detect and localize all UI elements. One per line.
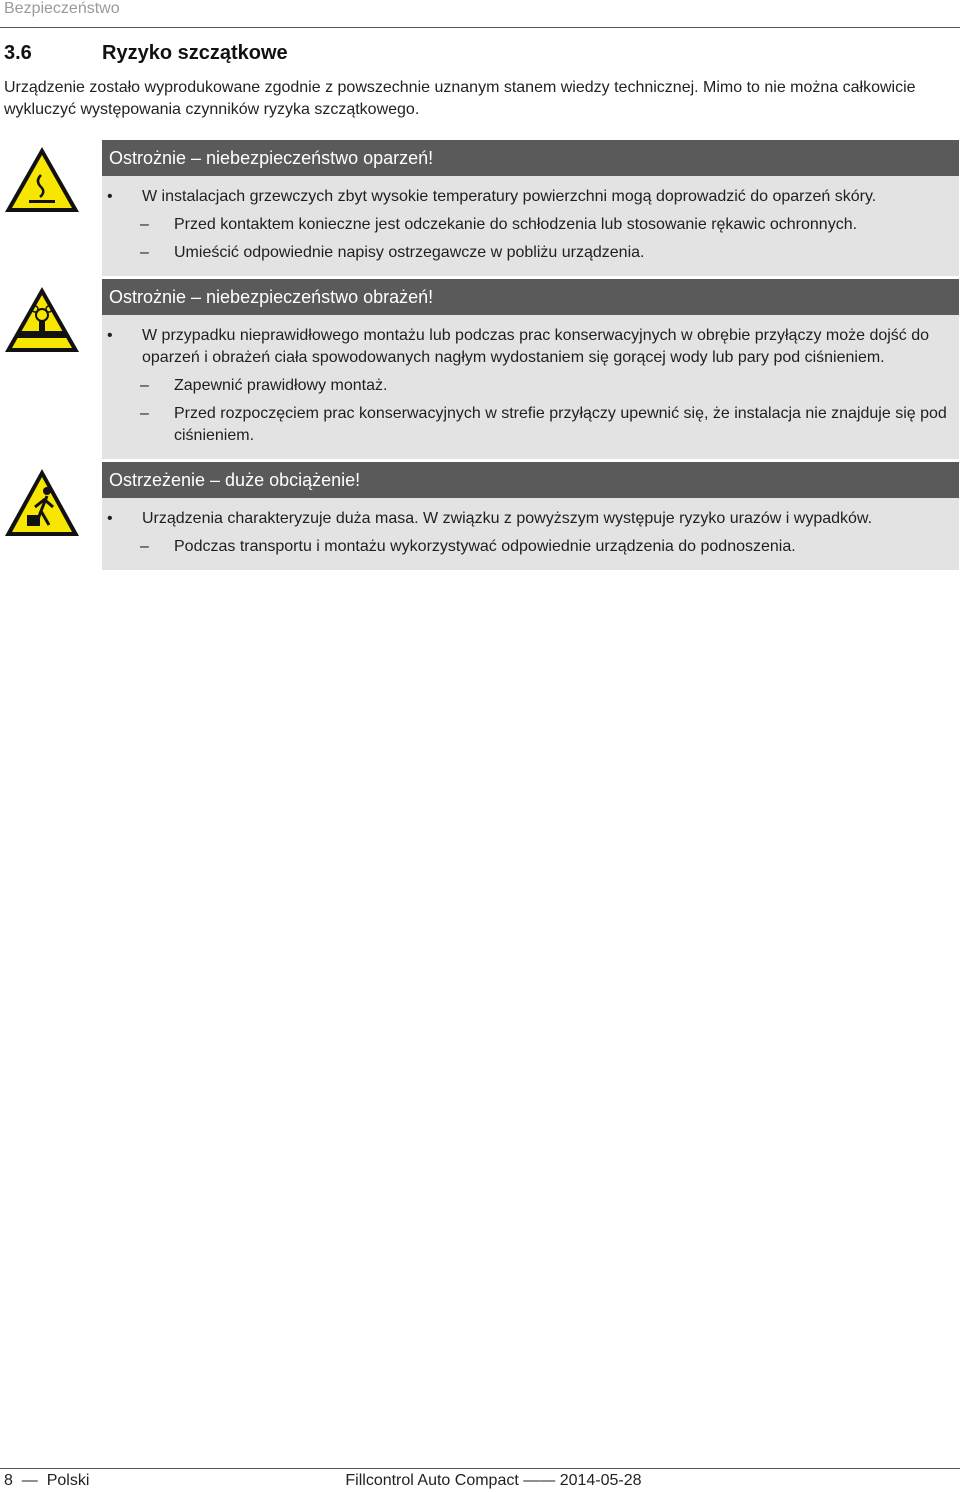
running-head: Bezpieczeństwo [4, 0, 120, 17]
warning-title: Ostrożnie – niebezpieczeństwo oparzeń! [102, 140, 959, 176]
warning-body [102, 498, 959, 570]
warning-title: Ostrzeżenie – duże obciążenie! [102, 462, 959, 498]
pressurized-pipe-icon [3, 285, 81, 355]
warning-title: Ostrożnie – niebezpieczeństwo obrażeń! [102, 279, 959, 315]
list-item: – Zapewnić prawidłowy montaż. [140, 377, 388, 394]
footer-language: Polski [46, 1472, 90, 1489]
heavy-load-icon [3, 467, 81, 539]
footer-rule [0, 1468, 960, 1469]
list-item: • W przypadku nieprawidłowego montażu lub podczas prac konserwacyjnych w obrębie przyłączy może dojść do oparzeń i obrażeń ciała spowodowanych nagłym wydostaniem się gorącej wody lub pary pod ciśnieniem. [107, 327, 930, 366]
list-item: – Przed kontaktem konieczne jest odczekanie do schłodzenia lub stosowanie rękawic ochronnych. [140, 216, 858, 233]
list-item: – Podczas transportu i montażu wykorzystywać odpowiednie urządzenia do podnoszenia. [140, 538, 796, 555]
warning-box-injuries [102, 279, 959, 459]
warning-body [102, 315, 959, 459]
header-rule [0, 27, 960, 28]
list-item: • Urządzenia charakteryzuje duża masa. W związku z powyższym występuje ryzyko urazów i wypadków. [107, 510, 873, 527]
footer-dash: — [21, 1472, 38, 1489]
section-number: 3.6 [4, 42, 32, 64]
page-number: 8 [4, 1472, 13, 1489]
list-item: – Umieścić odpowiednie napisy ostrzegawcze w pobliżu urządzenia. [140, 244, 645, 261]
footer-dash-2: —— [523, 1472, 556, 1489]
warning-box-burns [102, 140, 959, 276]
footer-date: 2014-05-28 [559, 1472, 642, 1489]
footer-product: Fillcontrol Auto Compact [345, 1472, 519, 1489]
intro-paragraph: Urządzenie zostało wyprodukowane zgodnie z powszechnie uznanym stanem wiedzy technicznej. Mimo to nie można całkowicie wykluczyć występowania czynników ryzyka szczątkowego. [4, 79, 916, 118]
section-heading [4, 42, 288, 65]
list-item: – Przed rozpoczęciem prac konserwacyjnych w strefie przyłączy upewnić się, że instalacja nie znajduje się pod ciśnieniem. [140, 405, 947, 444]
warning-box-heavy-load [102, 462, 959, 570]
list-item: • W instalacjach grzewczych zbyt wysokie temperatury powierzchni mogą doprowadzić do oparzeń skóry. [107, 188, 877, 205]
warning-body [102, 176, 959, 276]
footer [4, 1472, 642, 1490]
section-title: Ryzyko szczątkowe [102, 42, 288, 64]
hot-surface-icon [3, 145, 81, 215]
